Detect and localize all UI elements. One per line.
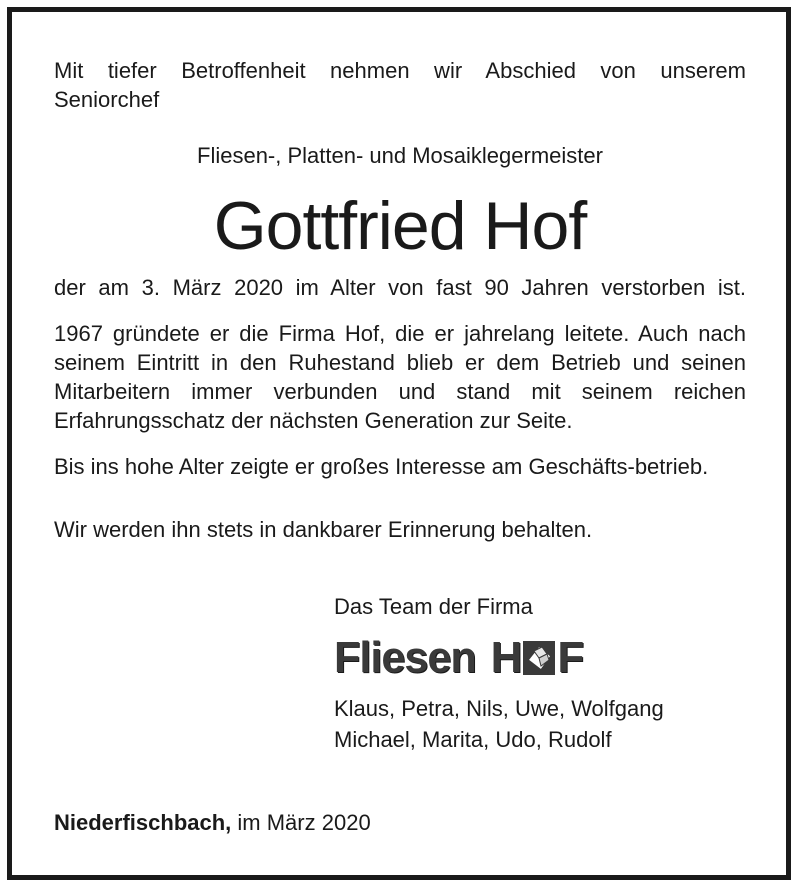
death-date-paragraph: der am 3. März 2020 im Alter von fast 90 Jahren verstorben ist. — [54, 275, 746, 300]
profession-subtitle: Fliesen-, Platten- und Mosaiklegermeister — [197, 143, 603, 168]
employee-names — [334, 693, 664, 755]
logo-hof — [490, 633, 584, 682]
logo-word: Fliesen — [334, 633, 476, 682]
deceased-name: Gottfried Hof — [213, 188, 587, 264]
notice-date: im März 2020 — [237, 810, 371, 835]
biography-paragraph: 1967 gründete er die Firma Hof, die er jahrelang leitete. Auch nach seinem Eintritt in den Ruhestand blieb er dem Betrieb und seinen Mitarbeitern immer verbunden und stand mit seinem reichen Erfahrungsschatz der nächsten Generation zur Seite. — [54, 321, 746, 433]
tile-icon — [522, 640, 556, 676]
remembrance-paragraph: Wir werden ihn stets in dankbarer Erinnerung behalten. — [54, 517, 593, 542]
interest-paragraph: Bis ins hohe Alter zeigte er großes Interesse am Geschäfts-betrieb. — [54, 454, 709, 479]
team-label: Das Team der Firma — [334, 594, 533, 619]
place-date — [54, 808, 371, 837]
company-logo — [334, 633, 584, 682]
intro-text: Mit tiefer Betroffenheit nehmen wir Abschied von unserem Seniorchef — [54, 58, 746, 112]
place-name: Niederfischbach, — [54, 810, 232, 835]
logo-letter-f: F — [557, 633, 584, 682]
logo-letter-h: H — [490, 633, 522, 682]
names-line-2: Michael, Marita, Udo, Rudolf — [334, 727, 612, 752]
names-line-1: Klaus, Petra, Nils, Uwe, Wolfgang — [334, 696, 664, 721]
